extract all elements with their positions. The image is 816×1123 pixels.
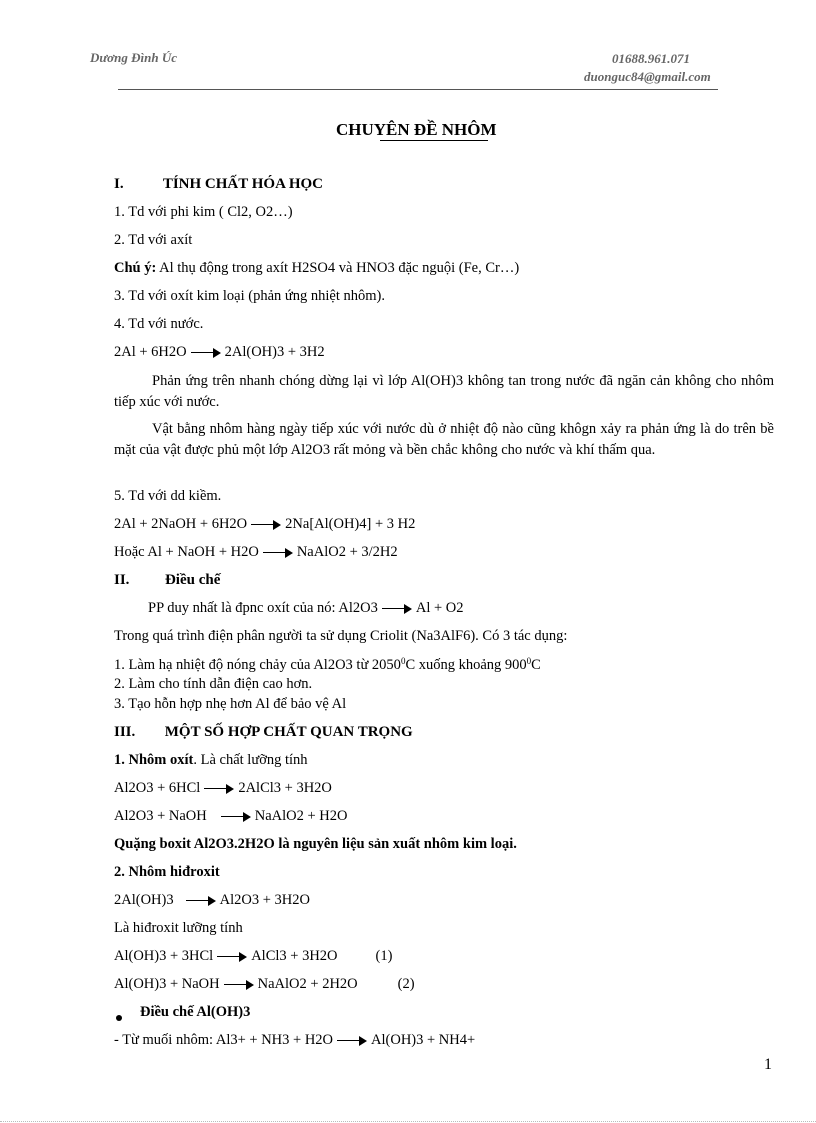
criolite-use-3: 3. Tạo hỗn hợp nhẹ hơn Al để bảo vệ Al [114,696,347,712]
equation-right: Al2O3 + 3H2O [219,892,310,908]
section-1-item-4: 4. Td với nước. [114,316,204,332]
arrow-right-icon [382,604,412,614]
header-phone: 01688.961.071 [612,51,690,66]
bauxite-note: Quặng boxit Al2O3.2H2O là nguyên liệu sản xuất nhôm kim loại. [114,836,517,852]
note-text: Al thụ động trong axít H2SO4 và HNO3 đặc nguội (Fe, Cr…) [156,260,520,276]
arrow-right-icon [217,952,247,962]
equation-left: 2Al + 6H2O [114,344,187,360]
page-number: 1 [764,1056,772,1073]
equation-left: 2Al(OH)3 [114,892,174,908]
equation-left: Hoặc Al + NaOH + H2O [114,544,259,560]
arrow-right-icon [263,548,293,558]
amphoteric-note: Là hiđroxit lưỡng tính [114,920,243,936]
equation-number: (2) [397,976,415,992]
section-2-heading [114,572,220,589]
arrow-right-icon [186,896,216,906]
paragraph-2: Vật bằng nhôm hàng ngày tiếp xúc với nước dù ở nhiệt độ nào cũng khôgn xảy ra phản ứng là do trên bề mặt của vật được phủ một lớp Al2O3 rất mỏng và bền chắc không cho nước và khí thấm qua. [114,421,774,458]
note-label: Chú ý: [114,260,157,276]
header-rule [118,89,718,90]
aluminium-oxide-line [114,752,308,769]
equation-right: NaAlO2 + 3/2H2 [296,544,398,560]
equation-left: 2Al + 2NaOH + 6H2O [114,516,248,532]
equation-aloh3-decomp [114,892,310,909]
criolite-intro: Trong quá trình điện phân người ta sử dụng Criolit (Na3AlF6). Có 3 tác dụng: [114,628,568,644]
section-1-item-1: 1. Td với phi kim ( Cl2, O2…) [114,204,293,220]
equation-aloh3-hcl [114,948,392,965]
equation-right: NaAlO2 + 2H2O [257,976,358,992]
note-line [114,260,519,277]
arrow-right-icon [337,1036,367,1046]
section-1-item-5: 5. Td với dd kiềm. [114,488,222,504]
aluminium-oxide-desc: . Là chất lưỡng tính [193,752,308,768]
section-2-number: II. [114,572,130,588]
subheading-aluminium-oxide: 1. Nhôm oxít [114,752,194,768]
equation-al2o3-hcl [114,780,332,797]
degree-sup: 0 [526,656,532,666]
page-title: CHUYÊN ĐỀ NHÔM [336,120,497,139]
equation-right: AlCl3 + 3H2O [251,948,338,964]
equation-al-water [114,344,325,361]
use-1-text-b: C xuống khoảng 900 [405,657,527,673]
electrolysis-method [148,600,464,617]
section-1-title: TÍNH CHẤT HÓA HỌC [162,176,323,192]
equation-left: Al2O3 + NaOH [114,808,207,824]
equation-left: PP duy nhất là đpnc oxít của nó: Al2O3 [148,600,378,616]
criolite-use-1 [114,656,541,674]
equation-number: (1) [375,948,393,964]
use-1-text-c: C [531,657,541,673]
subheading-prep-aloh3: Điều chế Al(OH)3 [140,1004,251,1020]
equation-right: 2Na[Al(OH)4] + 3 H2 [285,516,416,532]
equation-aloh3-naoh [114,976,415,993]
equation-al2o3-naoh [114,808,348,825]
equation-right: 2AlCl3 + 3H2O [238,780,332,796]
equation-right: NaAlO2 + H2O [254,808,348,824]
equation-prep-from-salt [114,1032,475,1049]
equation-left: Al(OH)3 + 3HCl [114,948,214,964]
equation-al-naoh-alt [114,544,398,561]
section-1-heading [114,176,323,193]
equation-left: Al(OH)3 + NaOH [114,976,220,992]
section-3-heading [114,724,413,741]
arrow-right-icon [224,980,254,990]
degree-sup: 0 [400,656,406,666]
bullet-icon [116,1015,122,1021]
header-email: duonguc84@gmail.com [584,69,711,84]
equation-right: Al(OH)3 + NH4+ [371,1032,476,1048]
title-underline [380,140,488,141]
section-1-number: I. [114,176,124,192]
paragraph-1: Phản ứng trên nhanh chóng dừng lại vì lớp Al(OH)3 không tan trong nước đã ngăn cản không cho nhôm tiếp xúc với nước. [114,373,774,410]
section-2-title: Điều chế [164,572,221,588]
criolite-use-2: 2. Làm cho tính dẫn điện cao hơn. [114,676,313,692]
page-edge [0,1121,816,1122]
section-3-title: MỘT SỐ HỢP CHẤT QUAN TRỌNG [164,724,413,740]
equation-left: - Từ muối nhôm: Al3+ + NH3 + H2O [114,1032,334,1048]
arrow-right-icon [204,784,234,794]
use-1-text-a: 1. Làm hạ nhiệt độ nóng chảy của Al2O3 từ 2050 [114,657,401,673]
arrow-right-icon [251,520,281,530]
equation-left: Al2O3 + 6HCl [114,780,201,796]
arrow-right-icon [191,348,221,358]
header-author: Dương Đình Úc [90,50,178,65]
section-1-item-3: 3. Td với oxít kim loại (phản ứng nhiệt nhôm). [114,288,385,304]
equation-right: Al + O2 [415,600,464,616]
arrow-right-icon [221,812,251,822]
equation-al-naoh [114,516,415,533]
equation-right: 2Al(OH)3 + 3H2 [224,344,325,360]
section-1-item-2: 2. Td với axít [114,232,193,248]
section-3-number: III. [114,724,136,740]
subheading-aluminium-hydroxide: 2. Nhôm hiđroxit [114,864,220,880]
